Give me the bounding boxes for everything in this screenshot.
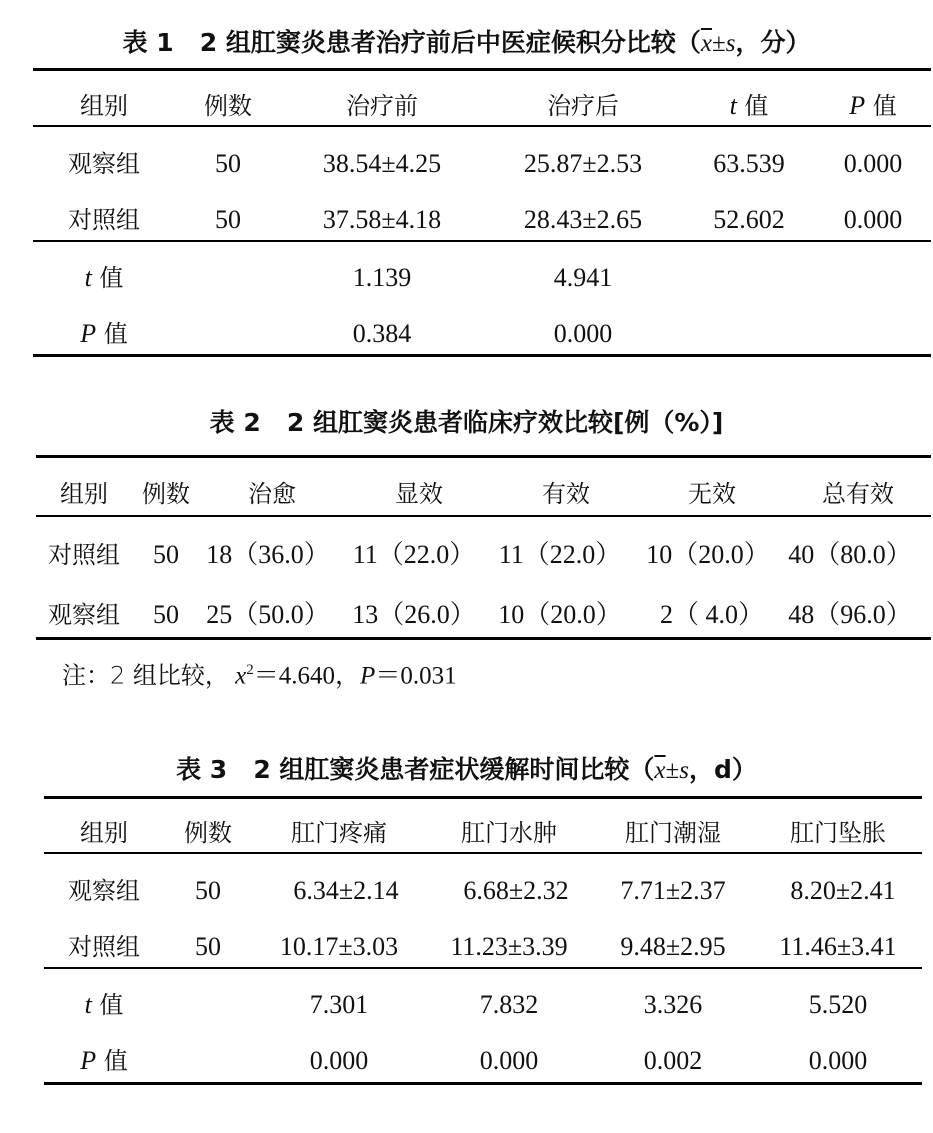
table3-p-pain: 0.000 — [309, 1046, 369, 1075]
table3-p-moist: 0.002 — [643, 1046, 703, 1075]
table1-header-rule — [33, 125, 931, 127]
table3-header-group: 组别 — [80, 819, 128, 847]
table2-row2-cured: 25（50.0） — [206, 600, 330, 629]
table1-row1-t: 63.539 — [713, 149, 785, 178]
table2-row1-total: 40（80.0） — [788, 540, 912, 569]
table3-t-moist: 3.326 — [643, 990, 703, 1019]
table1-caption-xbar: $\overline{x}$ — [700, 30, 712, 57]
table1-row1-after: 25.87±2.53 — [523, 149, 643, 178]
table2-row2-group: 观察组 — [48, 601, 120, 629]
table2-caption — [0, 408, 933, 438]
table1-caption — [0, 28, 933, 59]
table2-caption-text: 2 组肛窦炎患者临床疗效比较[例（%）] — [286, 408, 724, 437]
table2-note-prefix: 注：2 组比较， — [62, 661, 229, 690]
table2-note-p: P — [360, 662, 376, 690]
table1-row2-t: 52.602 — [713, 205, 785, 234]
table1-p-after: 0.000 — [553, 319, 613, 348]
table2-header-group: 组别 — [60, 480, 108, 508]
table3-header-edema: 肛门水肿 — [461, 819, 557, 847]
table1-p-label: P 值 — [80, 319, 128, 348]
table2-note-pvalue: ＝0.031 — [375, 662, 457, 690]
table3-header-distension: 肛门坠胀 — [790, 819, 886, 847]
table1-row1-group: 观察组 — [68, 150, 140, 178]
table2-row1-count: 50 — [153, 540, 179, 569]
table2-note-sup: 2 — [246, 662, 254, 678]
table2-note — [62, 655, 457, 691]
table1-row2-before: 37.58±4.18 — [322, 205, 442, 234]
table3-header-moist: 肛门潮湿 — [625, 819, 721, 847]
table3-header-count: 例数 — [184, 819, 232, 847]
table3-caption-number: 表 3 — [176, 755, 228, 784]
table3-row1-distension: 8.20±2.41 — [790, 876, 896, 905]
table2-row2-total: 48（96.0） — [788, 600, 912, 629]
table3-caption-tail: ，d） — [689, 755, 757, 784]
table3-p-distension: 0.000 — [808, 1046, 868, 1075]
table3-t-label: t 值 — [84, 990, 124, 1019]
table2-top-rule — [36, 455, 931, 458]
table1-header-after: 治疗后 — [547, 92, 619, 120]
table1-row1-before: 38.54±4.25 — [322, 149, 442, 178]
table2-row2-effective: 10（20.0） — [498, 600, 622, 629]
table3-top-rule — [44, 796, 922, 799]
table3-row2-moist: 9.48±2.95 — [620, 932, 726, 961]
table3-caption-pm: ± — [665, 757, 680, 784]
table2-caption-number: 表 2 — [209, 408, 261, 437]
table2-row2-marked: 13（26.0） — [352, 600, 476, 629]
table2-bottom-rule — [36, 637, 931, 640]
table2-row1-group: 对照组 — [48, 541, 120, 569]
table2-row2-ineffective: 2（ 4.0） — [659, 600, 765, 629]
table3-row2-pain: 10.17±3.03 — [279, 932, 399, 961]
table2-header-marked: 显效 — [395, 480, 443, 508]
table3-row2-count: 50 — [195, 932, 221, 961]
table1-row2-group: 对照组 — [68, 206, 140, 234]
table1-row2-p: 0.000 — [843, 205, 903, 234]
table1-row1-count: 50 — [215, 149, 241, 178]
table2-row1-ineffective: 10（20.0） — [646, 540, 770, 569]
table3-row1-moist: 7.71±2.37 — [620, 876, 726, 905]
table2-header-ineffective: 无效 — [688, 480, 736, 508]
table1-p-before: 0.384 — [352, 319, 412, 348]
table1-header-t: t 值 — [729, 91, 769, 120]
table2-header-count: 例数 — [142, 480, 190, 508]
table2-row1-effective: 11（22.0） — [498, 540, 622, 569]
table2-row1-marked: 11（22.0） — [352, 540, 476, 569]
table2-header-total: 总有效 — [822, 480, 894, 508]
table3-header-pain: 肛门疼痛 — [291, 819, 387, 847]
table3-caption — [0, 755, 933, 786]
table3-row2-group: 对照组 — [68, 933, 140, 961]
table2-header-rule — [36, 515, 931, 517]
table1-caption-pm: ± — [711, 30, 726, 57]
table3-stats-rule — [44, 967, 922, 969]
table1-header-before: 治疗前 — [346, 92, 418, 120]
table2-row1-cured: 18（36.0） — [206, 540, 330, 569]
table1-header-p: P 值 — [849, 91, 897, 120]
table1-header-count: 例数 — [204, 92, 252, 120]
table1-row2-after: 28.43±2.65 — [523, 205, 643, 234]
table1-stats-rule — [33, 240, 931, 242]
table3-row2-distension: 11.46±3.41 — [779, 932, 897, 961]
table1-t-after: 4.941 — [553, 263, 613, 292]
table1-t-label: t 值 — [84, 263, 124, 292]
table3-p-label: P 值 — [80, 1046, 128, 1075]
table3-t-edema: 7.832 — [479, 990, 539, 1019]
table1-caption-number: 表 1 — [122, 28, 174, 57]
table2-header-effective: 有效 — [542, 480, 590, 508]
table3-caption-s: s — [679, 757, 689, 784]
table1-bottom-rule — [33, 354, 931, 357]
table3-bottom-rule — [44, 1082, 922, 1085]
table3-t-distension: 5.520 — [808, 990, 868, 1019]
table3-caption-text: 2 组肛窦炎患者症状缓解时间比较（ — [253, 755, 655, 784]
table1-caption-tail: ，分） — [735, 28, 811, 57]
table3-caption-xbar: $\overline{x}$ — [654, 757, 666, 784]
table2-header-cured: 治愈 — [248, 480, 296, 508]
table1-row2-count: 50 — [215, 205, 241, 234]
table1-row1-p: 0.000 — [843, 149, 903, 178]
table1-header-group: 组别 — [80, 92, 128, 120]
table3-p-edema: 0.000 — [479, 1046, 539, 1075]
table3-row1-pain: 6.34±2.14 — [293, 876, 399, 905]
table3-row1-group: 观察组 — [68, 877, 140, 905]
table3-header-rule — [44, 852, 922, 854]
table2-note-value: ＝4.640， — [253, 662, 361, 690]
table1-caption-s: s — [725, 30, 736, 57]
table3-t-pain: 7.301 — [309, 990, 369, 1019]
table3-row1-count: 50 — [195, 876, 221, 905]
table2-row2-count: 50 — [153, 600, 179, 629]
table3-row2-edema: 11.23±3.39 — [450, 932, 568, 961]
table2-note-chi: x — [235, 662, 247, 690]
table1-top-rule — [33, 68, 931, 71]
table3-row1-edema: 6.68±2.32 — [463, 876, 569, 905]
table1-t-before: 1.139 — [352, 263, 412, 292]
table1-caption-text: 2 组肛窦炎患者治疗前后中医症候积分比较（ — [199, 28, 701, 57]
